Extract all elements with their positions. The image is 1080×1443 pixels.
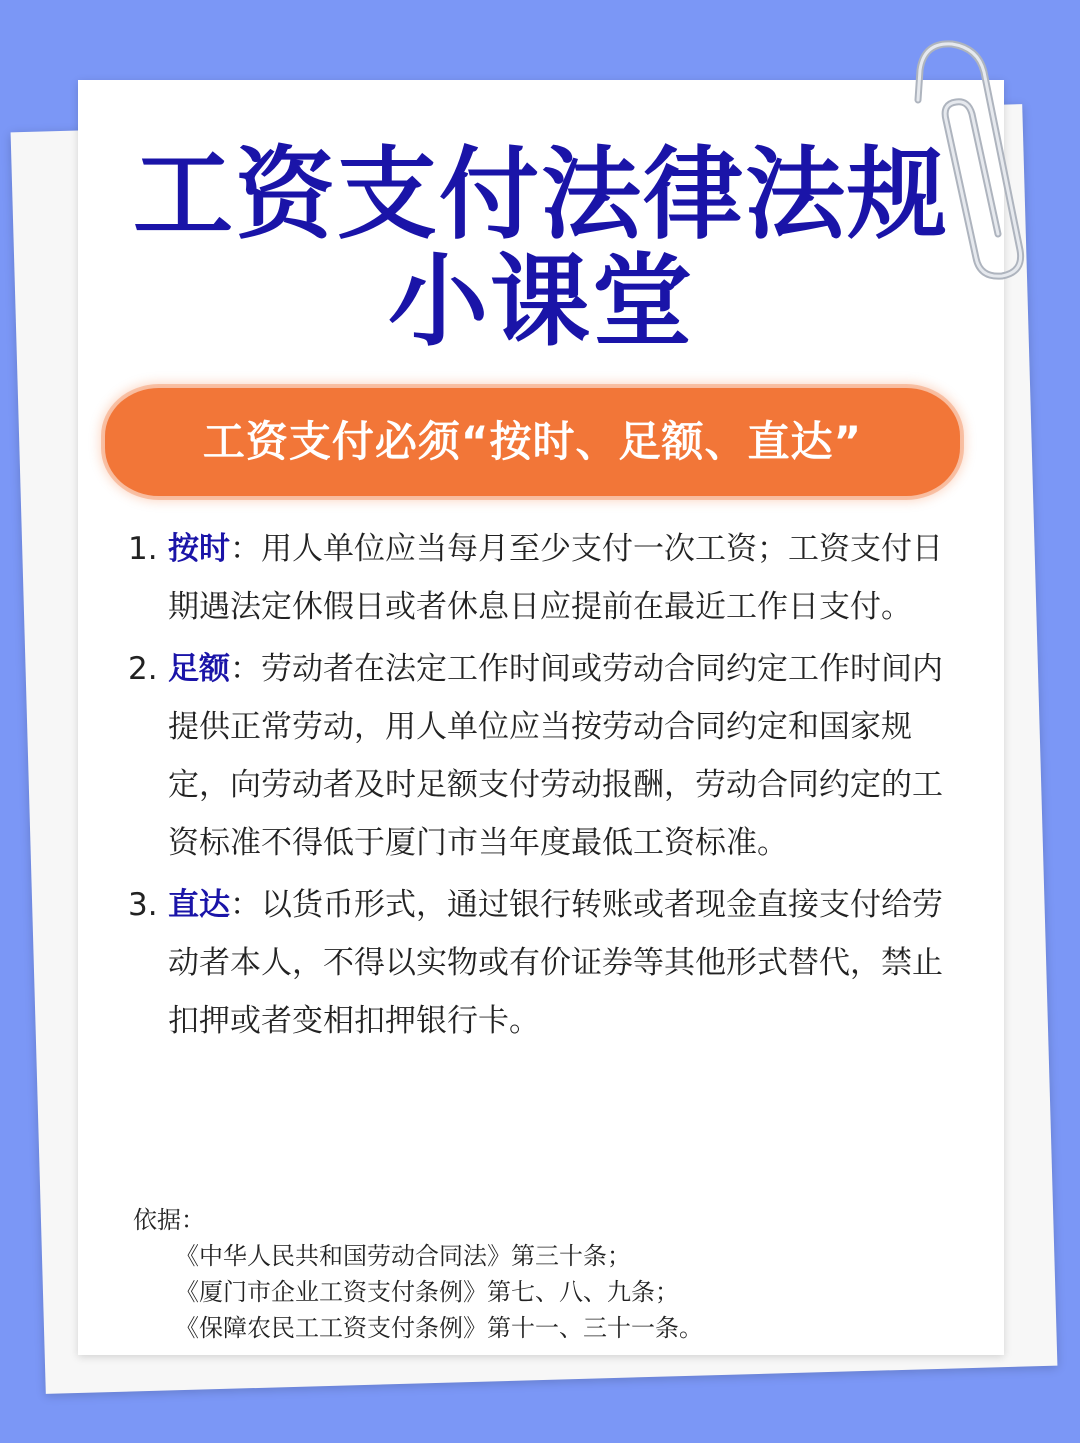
item-keyword: 直达 [168, 887, 230, 923]
basis-line: 《保障农民工工资支付条例》第十一、三十一条。 [175, 1314, 703, 1342]
page-title-line2: 小课堂 [388, 243, 694, 360]
item-separator: ： [230, 531, 261, 567]
item-keyword: 足额 [168, 651, 230, 687]
rule-item-direct [128, 876, 958, 1050]
item-body [168, 640, 958, 872]
item-text: 劳动者在法定工作时间或劳动合同约定工作时间内提供正常劳动，用人单位应当按劳动合同约定和国家规定，向劳动者及时足额支付劳动报酬，劳动合同约定的工资标准不得低于厦门市当年度最低工资标准。 [168, 651, 943, 861]
item-separator: ： [230, 887, 261, 923]
item-number: 3. [128, 887, 158, 923]
item-number: 1. [128, 531, 158, 567]
item-text: 以货币形式，通过银行转账或者现金直接支付给劳动者本人，不得以实物或有价证券等其他形式替代，禁止扣押或者变相扣押银行卡。 [168, 887, 943, 1039]
legal-basis [133, 1202, 953, 1346]
rule-item-on-time [128, 520, 958, 636]
basis-label: 依据： [133, 1206, 205, 1234]
item-body [168, 520, 958, 636]
rule-item-full-amount [128, 640, 958, 872]
item-number: 2. [128, 651, 158, 687]
item-body [168, 876, 958, 1050]
item-text: 用人单位应当每月至少支付一次工资；工资支付日期遇法定休假日或者休息日应提前在最近工作日支付。 [168, 531, 943, 625]
subtitle-banner: 工资支付必须“按时、足额、直达” [202, 417, 863, 466]
basis-line: 《厦门市企业工资支付条例》第七、八、九条； [175, 1278, 679, 1306]
item-separator: ： [230, 651, 261, 687]
basis-line: 《中华人民共和国劳动合同法》第三十条； [175, 1242, 631, 1270]
rule-list [128, 520, 958, 1054]
page-title-line1: 工资支付法律法规 [133, 136, 949, 253]
item-keyword: 按时 [168, 531, 230, 567]
